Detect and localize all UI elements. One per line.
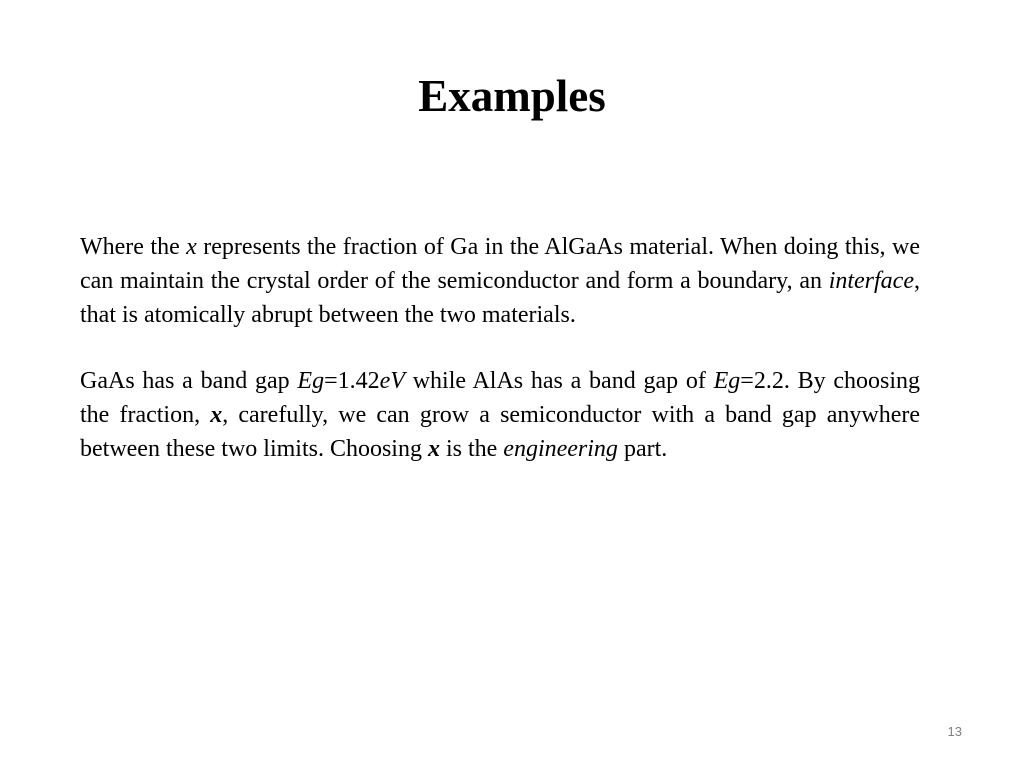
text-segment: represents the fraction of Ga in the AlGaAs material. When doing this, we can maintain the crystal order of the semiconductor and form a boundary, an [80, 234, 920, 294]
paragraph-band-gap [80, 364, 920, 466]
text-segment: while AlAs has a band gap of [404, 368, 714, 394]
variable-eg: Eg [297, 368, 325, 394]
text-segment: , that is atomically abrupt between the two materials. [80, 268, 920, 328]
slide-body [80, 230, 920, 498]
text-segment: =2.2. By choosing the fraction, [80, 368, 921, 428]
term-engineering: engineering [503, 436, 618, 462]
page-number: 13 [947, 724, 962, 739]
term-interface: interface [828, 268, 914, 294]
text-segment: , carefully, we can grow a semiconductor with a band gap anywhere between these two limits. Choosing [80, 402, 920, 462]
text-segment: =1.42 [324, 368, 380, 394]
text-segment: is the [439, 436, 504, 462]
text-segment: Where the [80, 234, 187, 260]
text-segment: part. [617, 436, 668, 462]
text-segment: GaAs has a band gap [80, 368, 298, 394]
paragraph-interface [80, 230, 920, 332]
unit-ev: eV [379, 368, 405, 394]
slide-title: Examples [418, 71, 606, 121]
variable-x-bold: x [427, 436, 440, 462]
variable-eg: Eg [713, 368, 741, 394]
variable-x-bold: x [210, 402, 223, 428]
variable-x: x [186, 234, 197, 260]
